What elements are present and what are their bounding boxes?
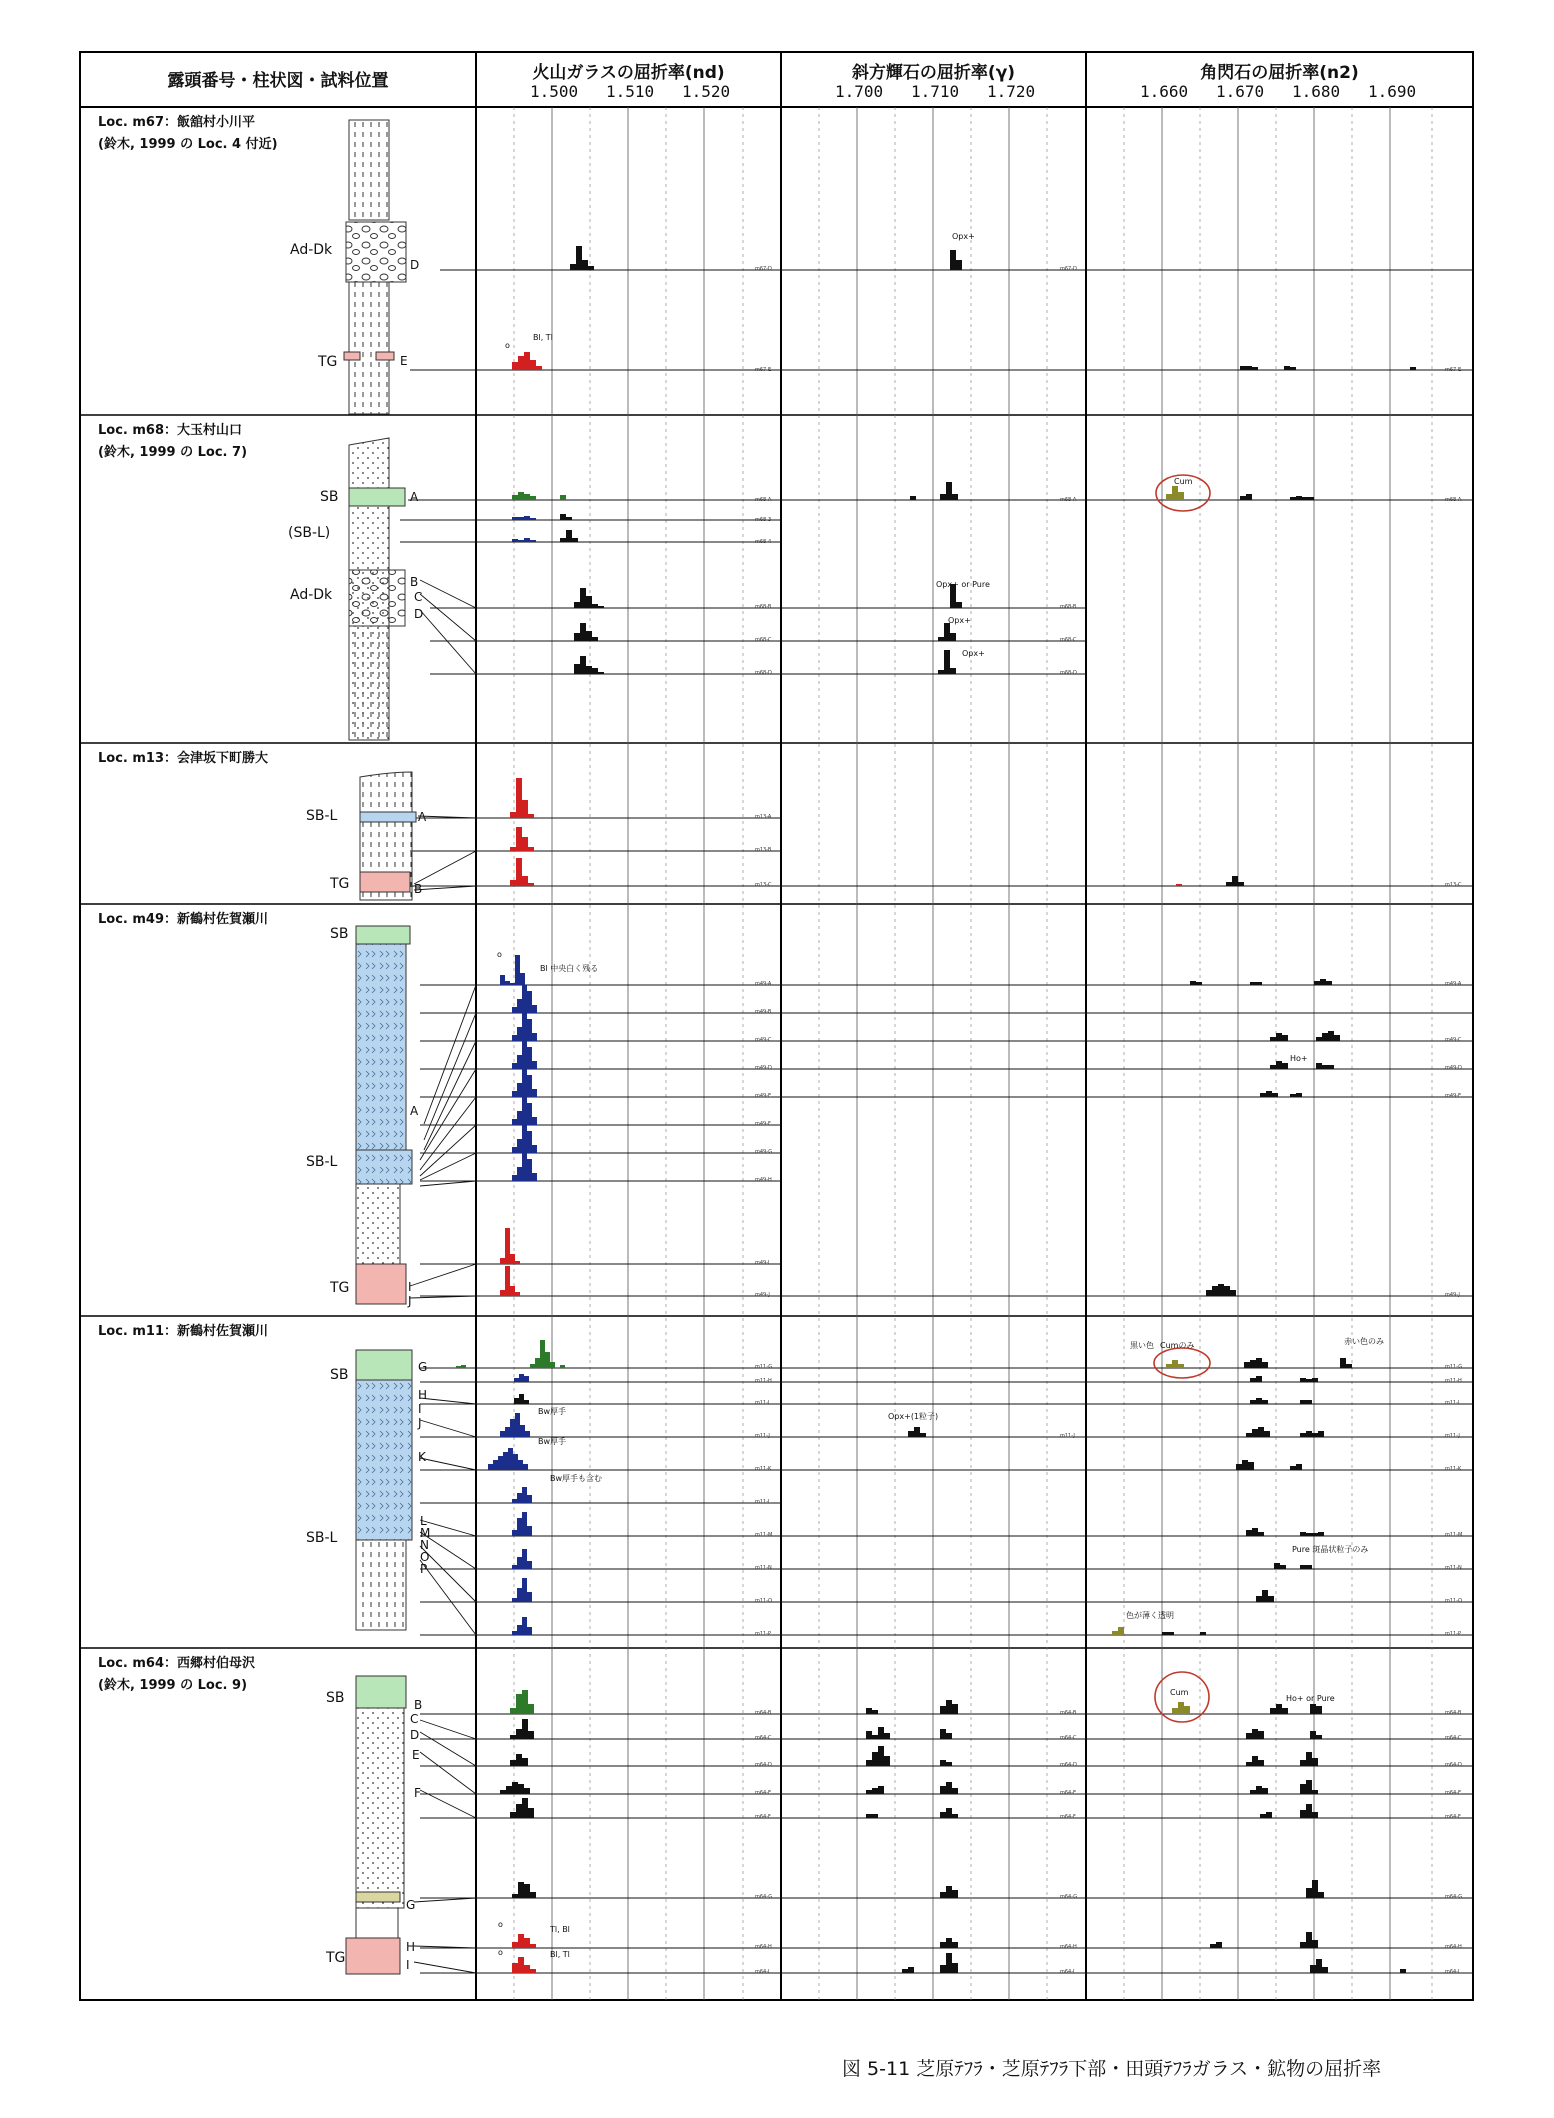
row-label: m64-H (1445, 1944, 1462, 1950)
row-label: m68-D (755, 670, 772, 676)
layer-label: B (414, 882, 423, 896)
unit-label: SB (330, 1367, 349, 1383)
row-label: m49-C (1445, 1037, 1462, 1043)
row-label: m64-B (755, 1710, 772, 1716)
column-header-position: 露頭番号・柱状図・試料位置 (167, 71, 389, 91)
row-label: m68-D (1060, 670, 1077, 676)
unit-label: TG (330, 1280, 350, 1296)
annotation: Cum (1170, 1688, 1189, 1697)
unit-label: TG (326, 1950, 346, 1966)
row-label: m49-J (1445, 1292, 1460, 1298)
row-label: m11-P (1445, 1631, 1462, 1637)
row-label: m64-I (1060, 1969, 1075, 1975)
tick-label: 1.680 (1292, 82, 1341, 101)
row-label: m68-4 (755, 539, 772, 545)
row-label: m64-B (1445, 1710, 1462, 1716)
row-label: m64-D (1060, 1762, 1077, 1768)
unit-label: SB-L (306, 1154, 338, 1170)
unit-label: TG (318, 354, 338, 370)
row-label: m49-F (755, 1121, 771, 1127)
layer-label: A (410, 490, 419, 504)
row-label: m68-A (1060, 497, 1077, 503)
layer-label: J (408, 1294, 412, 1308)
layer-label: B (410, 575, 419, 589)
tick-label: 1.700 (835, 82, 884, 101)
unit-label: Ad-Dk (290, 242, 333, 258)
row-label: m64-E (1060, 1790, 1077, 1796)
row-label: m13-B (755, 847, 772, 853)
unit-label: (SB-L) (288, 525, 331, 541)
row-label: m11-O (755, 1598, 773, 1604)
row-label: m11-J (1060, 1433, 1075, 1439)
row-label: m49-D (1445, 1065, 1462, 1071)
row-label: m67-E (1445, 367, 1462, 373)
annotation: Opx+ (962, 649, 985, 658)
layer-label: D (414, 607, 424, 621)
row-label: m11-P (755, 1631, 772, 1637)
tick-label: 1.720 (987, 82, 1036, 101)
annotation: 黒い色 (1130, 1341, 1154, 1350)
row-label: m68-3 (755, 517, 772, 523)
annotation: o (505, 341, 510, 350)
row-label: m49-B (755, 1009, 772, 1015)
loc-name: Loc. m11：新鶴村佐賀瀬川 (98, 1324, 269, 1339)
row-label: m11-K (755, 1466, 772, 1472)
row-label: m11-G (1445, 1364, 1463, 1370)
row-label: m64-B (1060, 1710, 1077, 1716)
row-label: m64-E (755, 1790, 772, 1796)
row-label: m11-H (755, 1378, 772, 1384)
column-header-hornblende: 角閃石の屈折率(n2) (1200, 63, 1359, 83)
annotation: Cum (1174, 477, 1193, 486)
row-label: m11-G (755, 1364, 773, 1370)
row-label: m11-N (755, 1565, 772, 1571)
annotation: Bl, Tl (550, 1950, 570, 1959)
tick-label: 1.670 (1216, 82, 1265, 101)
layer-label: A (418, 810, 427, 824)
row-label: m11-J (1445, 1433, 1460, 1439)
annotation: Bl 中央白く残る (540, 964, 599, 973)
row-label: m64-H (1060, 1944, 1077, 1950)
row-label: m64-G (1060, 1894, 1078, 1900)
layer-label: I (408, 1280, 412, 1294)
row-label: m64-D (1445, 1762, 1462, 1768)
layer-label: F (414, 1786, 421, 1800)
loc-name: Loc. m13：会津坂下町勝大 (98, 751, 269, 766)
row-label: m49-J (755, 1292, 770, 1298)
row-label: m67-D (1060, 266, 1077, 272)
layer-label: G (406, 1898, 416, 1912)
annotation: o (498, 1920, 503, 1929)
row-label: m64-F (1445, 1814, 1461, 1820)
row-label: m67-D (755, 266, 772, 272)
tick-label: 1.520 (682, 82, 731, 101)
row-label: m11-I (1445, 1400, 1460, 1406)
layer-label: I (418, 1402, 422, 1416)
annotation: Pure 斑晶状粒子のみ (1292, 1545, 1369, 1554)
layer-label: M (420, 1526, 431, 1540)
tick-label: 1.510 (606, 82, 655, 101)
annotation: 色が薄く透明 (1126, 1611, 1174, 1620)
row-label: m13-C (755, 882, 772, 888)
row-label: m68-A (755, 497, 772, 503)
layer-label: D (410, 1728, 420, 1742)
row-label: m49-I (755, 1260, 770, 1266)
row-label: m49-D (755, 1065, 772, 1071)
row-label: m11-K (1445, 1466, 1462, 1472)
unit-label: TG (330, 876, 350, 892)
row-label: m49-C (755, 1037, 772, 1043)
annotation: Opx+ (952, 232, 975, 241)
loc-name: Loc. m49：新鶴村佐賀瀬川 (98, 912, 269, 927)
row-label: m11-J (755, 1433, 770, 1439)
row-label: m49-H (755, 1177, 772, 1183)
layer-label: L (420, 1514, 427, 1528)
loc-name: Loc. m67：飯舘村小川平 (98, 115, 256, 130)
column-header-glass: 火山ガラスの屈折率(nd) (532, 63, 725, 83)
row-label: m64-G (755, 1894, 773, 1900)
layer-label: K (418, 1450, 426, 1464)
tick-label: 1.690 (1368, 82, 1417, 101)
row-label: m49-A (755, 981, 772, 987)
column-header-opx: 斜方輝石の屈折率(γ) (851, 63, 1016, 83)
row-label: m11-O (1445, 1598, 1463, 1604)
figure-caption: 図 5-11 芝原ﾃﾌﾗ・芝原ﾃﾌﾗ下部・田頭ﾃﾌﾗガラス・鉱物の屈折率 (842, 2058, 1382, 2080)
layer-label: C (410, 1712, 419, 1726)
row-label: m13-C (1445, 882, 1462, 888)
row-label: m64-I (1445, 1969, 1460, 1975)
layer-label: H (406, 1940, 416, 1954)
unit-label: SB (320, 489, 339, 505)
row-label: m49-E (1445, 1093, 1462, 1099)
row-label: m68-C (1060, 637, 1077, 643)
annotation: Ho+ or Pure (1286, 1694, 1335, 1703)
annotation: Cumのみ (1160, 1341, 1195, 1350)
row-label: m64-D (755, 1762, 772, 1768)
tick-label: 1.660 (1140, 82, 1189, 101)
layer-label: B (414, 1698, 423, 1712)
tick-label: 1.710 (911, 82, 960, 101)
row-label: m11-L (755, 1499, 771, 1505)
row-label: m11-M (755, 1532, 773, 1538)
layer-label: G (418, 1360, 428, 1374)
layer-label: E (400, 354, 408, 368)
row-label: m68-B (1060, 604, 1077, 610)
annotation: Ho+ (1290, 1054, 1308, 1063)
unit-label: SB-L (306, 1530, 338, 1546)
annotation: Opx+(1粒子) (888, 1412, 939, 1421)
unit-label: SB (330, 926, 349, 942)
annotation: o (497, 950, 502, 959)
layer-label: D (410, 258, 420, 272)
annotation: 赤い色のみ (1344, 1337, 1384, 1346)
annotation: Bw厚手も含む (550, 1474, 603, 1483)
layer-label: A (410, 1104, 419, 1118)
loc-name: Loc. m64：西郷村伯母沢 (98, 1656, 256, 1671)
layer-label: N (420, 1538, 429, 1552)
row-label: m64-C (1445, 1735, 1462, 1741)
row-label: m68-B (755, 604, 772, 610)
row-label: m64-C (755, 1735, 772, 1741)
layer-label: P (420, 1562, 428, 1576)
annotation: Bw厚手 (538, 1407, 567, 1416)
row-label: m68-C (755, 637, 772, 643)
row-label: m49-A (1445, 981, 1462, 987)
annotation: Bl, Tl (533, 333, 553, 342)
layer-label: I (406, 1958, 410, 1972)
row-label: m49-G (755, 1149, 773, 1155)
annotation: Tl, Bl (550, 1925, 570, 1934)
row-label: m67-E (755, 367, 772, 373)
layer-label: E (412, 1748, 420, 1762)
row-label: m64-C (1060, 1735, 1077, 1741)
row-label: m68-A (1445, 497, 1462, 503)
row-label: m11-I (755, 1400, 770, 1406)
row-label: m11-M (1445, 1532, 1463, 1538)
row-label: m11-N (1445, 1565, 1462, 1571)
tick-label: 1.500 (530, 82, 579, 101)
row-label: m64-F (1060, 1814, 1076, 1820)
annotation: o (498, 1948, 503, 1957)
row-label: m64-H (755, 1944, 772, 1950)
loc-reference: (鈴木, 1999 の Loc. 9) (98, 1678, 248, 1693)
row-label: m49-E (755, 1093, 772, 1099)
loc-reference: (鈴木, 1999 の Loc. 7) (98, 445, 248, 460)
loc-reference: (鈴木, 1999 の Loc. 4 付近) (98, 137, 278, 152)
unit-label: Ad-Dk (290, 587, 333, 603)
row-label: m64-G (1445, 1894, 1463, 1900)
row-label: m11-H (1445, 1378, 1462, 1384)
layer-label: J (418, 1416, 422, 1430)
row-label: m64-E (1445, 1790, 1462, 1796)
annotation: Opx+ (948, 616, 971, 625)
layer-label: C (414, 590, 423, 604)
loc-name: Loc. m68：大玉村山口 (98, 423, 243, 438)
unit-label: SB (326, 1690, 345, 1706)
unit-label: SB-L (306, 808, 338, 824)
row-label: m64-I (755, 1969, 770, 1975)
annotation: Opx+ or Pure (936, 580, 990, 589)
annotation: Bw厚手 (538, 1437, 567, 1446)
row-label: m64-F (755, 1814, 771, 1820)
row-label: m13-A (755, 814, 772, 820)
layer-label: O (420, 1550, 430, 1564)
layer-label: H (418, 1388, 428, 1402)
